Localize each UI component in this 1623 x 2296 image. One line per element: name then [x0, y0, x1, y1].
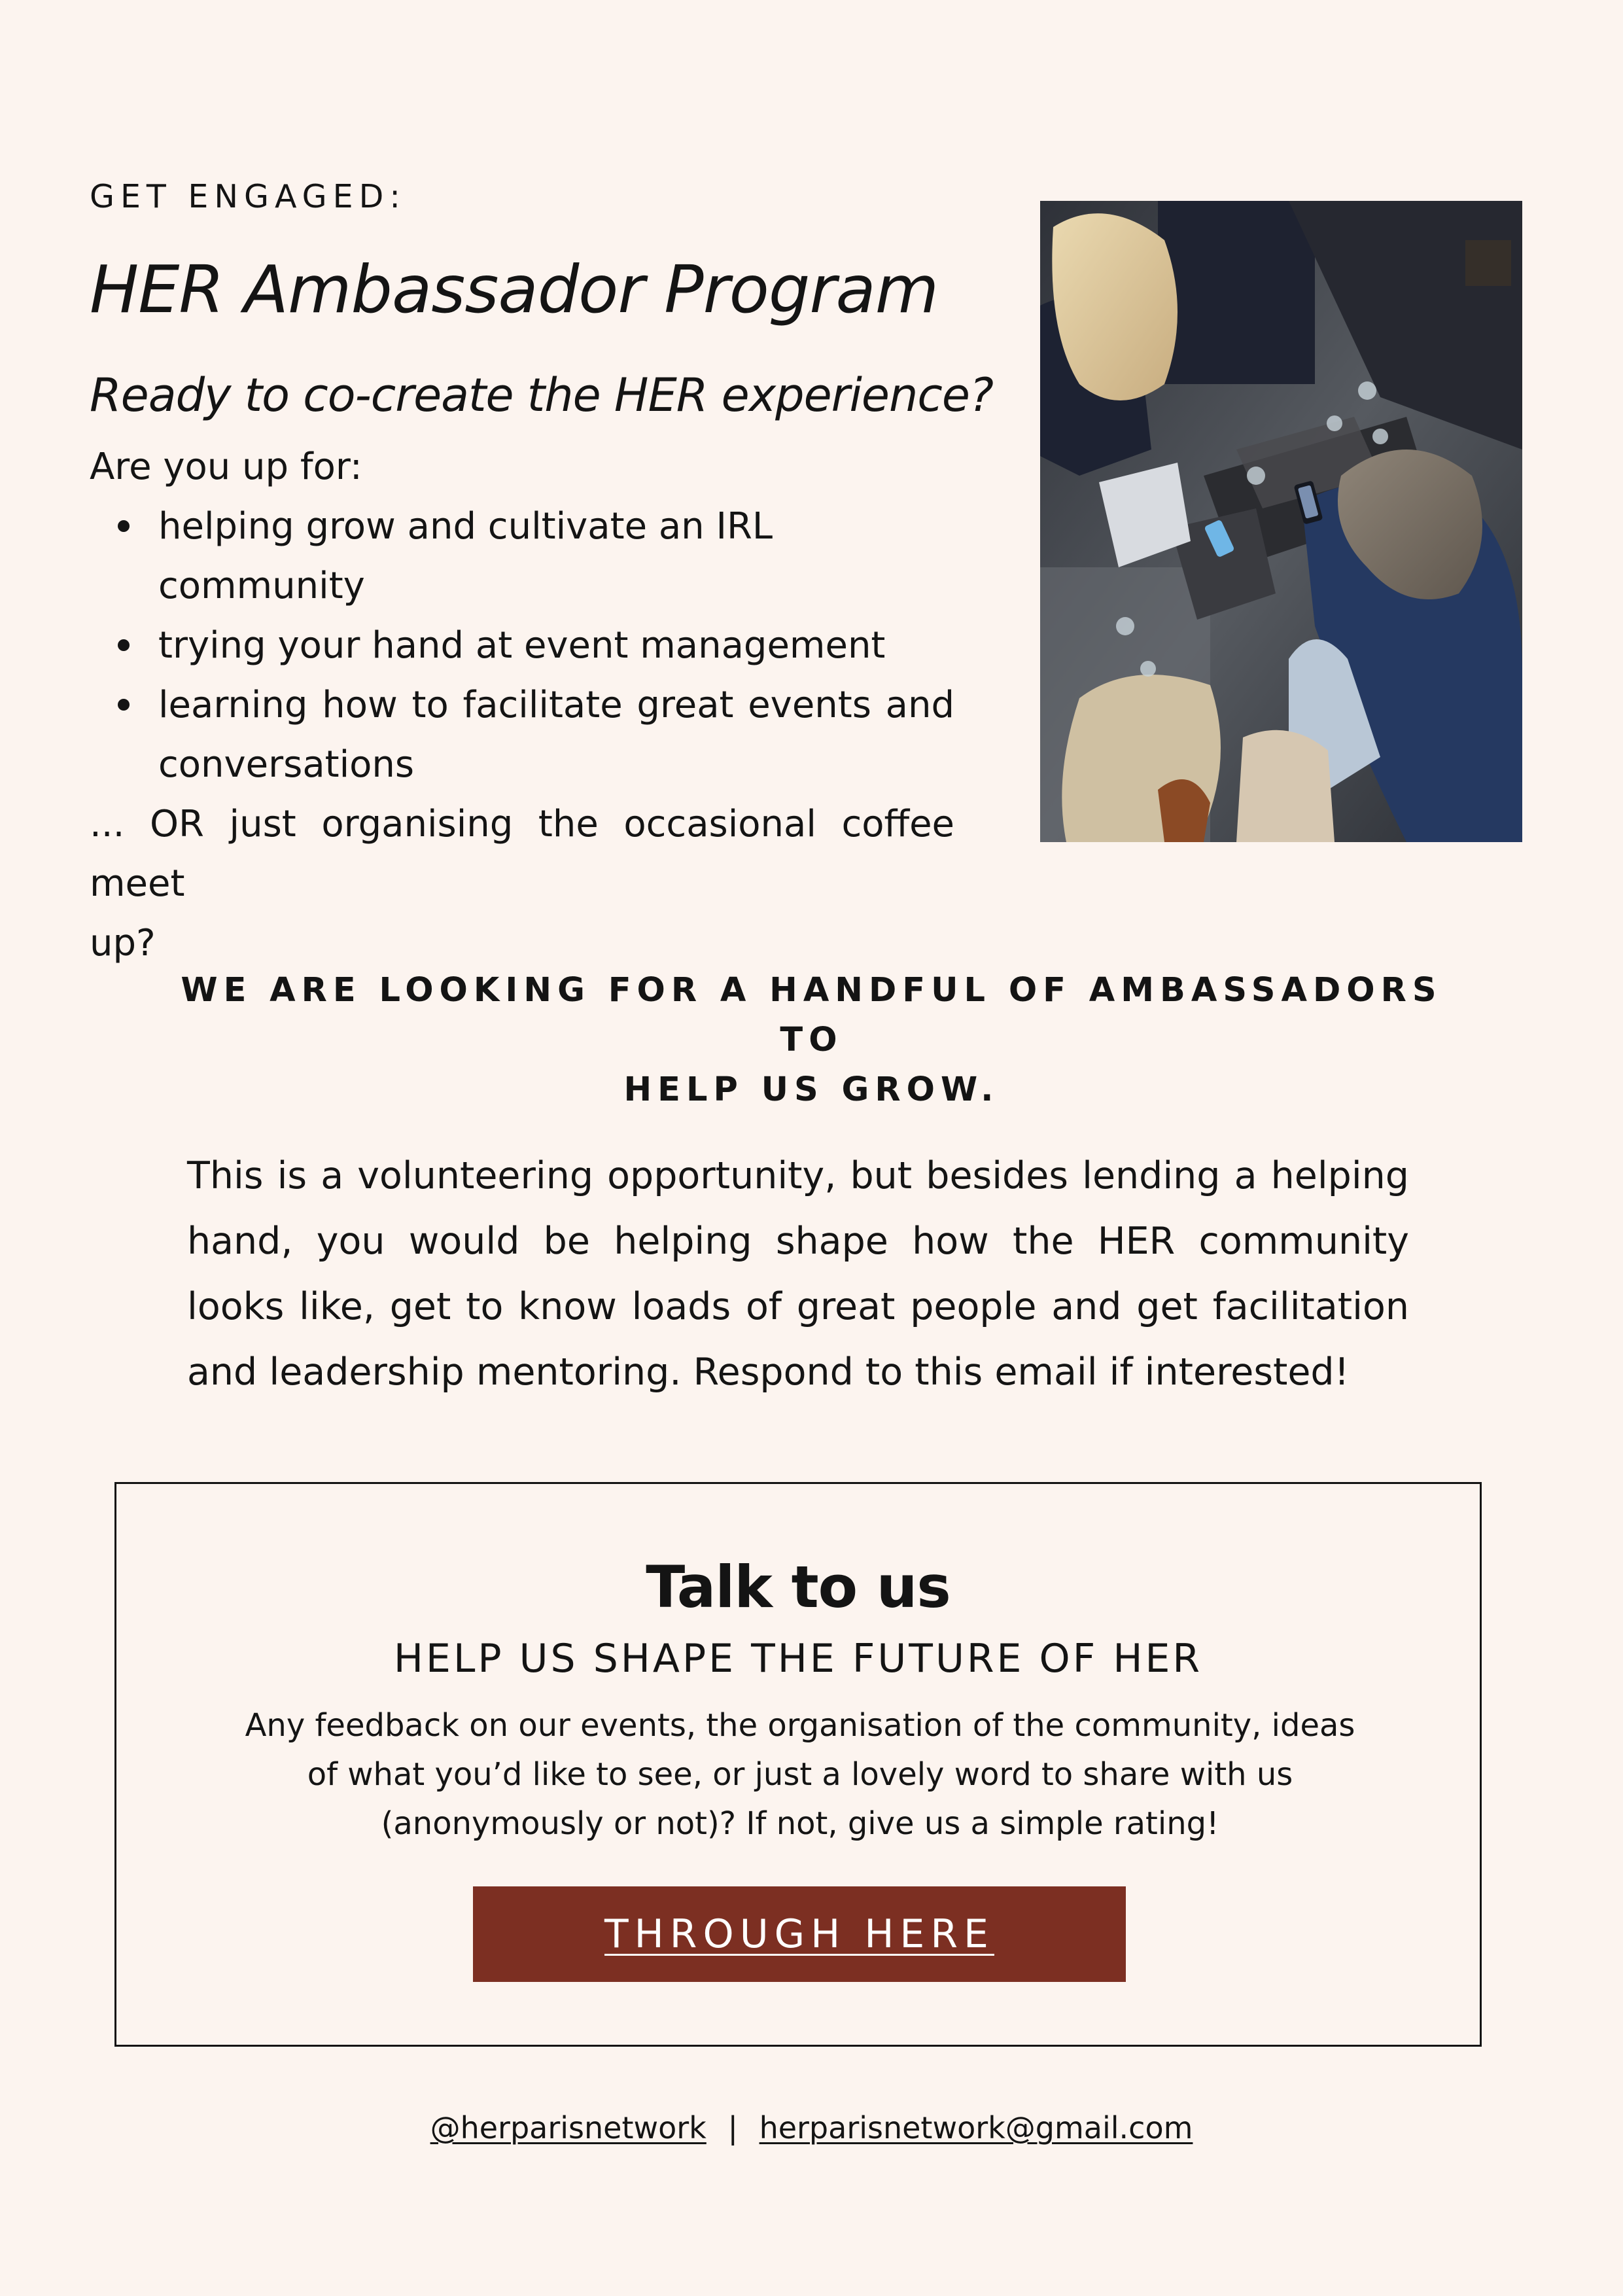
instagram-handle-link[interactable]: @herparisnetwork: [430, 2110, 707, 2146]
intro-closing: ... OR just organising the occasional coffee meet: [90, 803, 954, 905]
intro-section: [90, 437, 954, 973]
email-link[interactable]: herparisnetwork@gmail.com: [759, 2110, 1193, 2146]
feedback-title: Talk to us: [646, 1553, 951, 1621]
bullet-text: helping grow and cultivate an IRL community: [158, 505, 773, 607]
footer: [0, 2110, 1623, 2146]
photo-illustration: [1040, 201, 1522, 842]
bullet-item: [90, 675, 954, 794]
feedback-subtitle: HELP US SHAPE THE FUTURE OF HER: [393, 1636, 1203, 1682]
ambassadors-paragraph: This is a volunteering opportunity, but besides lending a helping hand, you would be helping shape how the HER community looks like, get to know loads of great people and get facilitation and leadership mentoring. Respond to this email if interested!: [187, 1154, 1409, 1394]
page-subtitle: Ready to co-create the HER experience?: [90, 368, 994, 422]
footer-separator: |: [727, 2110, 738, 2146]
bullet-item: [90, 616, 954, 675]
bullet-icon: [118, 639, 130, 651]
feedback-description: [195, 1701, 1405, 1848]
bullet-text: learning how to facilitate great events and: [158, 684, 954, 726]
bullet-icon: [118, 520, 130, 532]
ambassadors-heading-line: WE ARE LOOKING FOR A HANDFUL OF AMBASSADORS TO: [181, 971, 1442, 1059]
feedback-box: [114, 1482, 1482, 2047]
ambassadors-heading-line: HELP US GROW.: [623, 1070, 1000, 1109]
intro-lead: Are you up for:: [90, 446, 362, 488]
bullet-icon: [118, 699, 130, 711]
ambassadors-heading: [164, 966, 1459, 1115]
through-here-button[interactable]: THROUGH HERE: [473, 1886, 1126, 1982]
eyebrow-label: GET ENGAGED:: [90, 178, 406, 215]
page-title: HER Ambassador Program: [90, 251, 939, 328]
feedback-description-line: Any feedback on our events, the organisation of the community, ideas: [245, 1707, 1355, 1744]
bullet-text: trying your hand at event management: [158, 624, 886, 667]
community-photo: [1040, 201, 1522, 842]
bullet-item: [90, 497, 954, 616]
feedback-description-line: of what you’d like to see, or just a lovely word to share with us: [307, 1756, 1293, 1793]
intro-closing-continuation: up?: [90, 922, 156, 964]
bullet-list: [90, 497, 954, 794]
bullet-text-continuation: conversations: [158, 743, 415, 786]
feedback-description-line: (anonymously or not)? If not, give us a simple rating!: [381, 1805, 1219, 1842]
